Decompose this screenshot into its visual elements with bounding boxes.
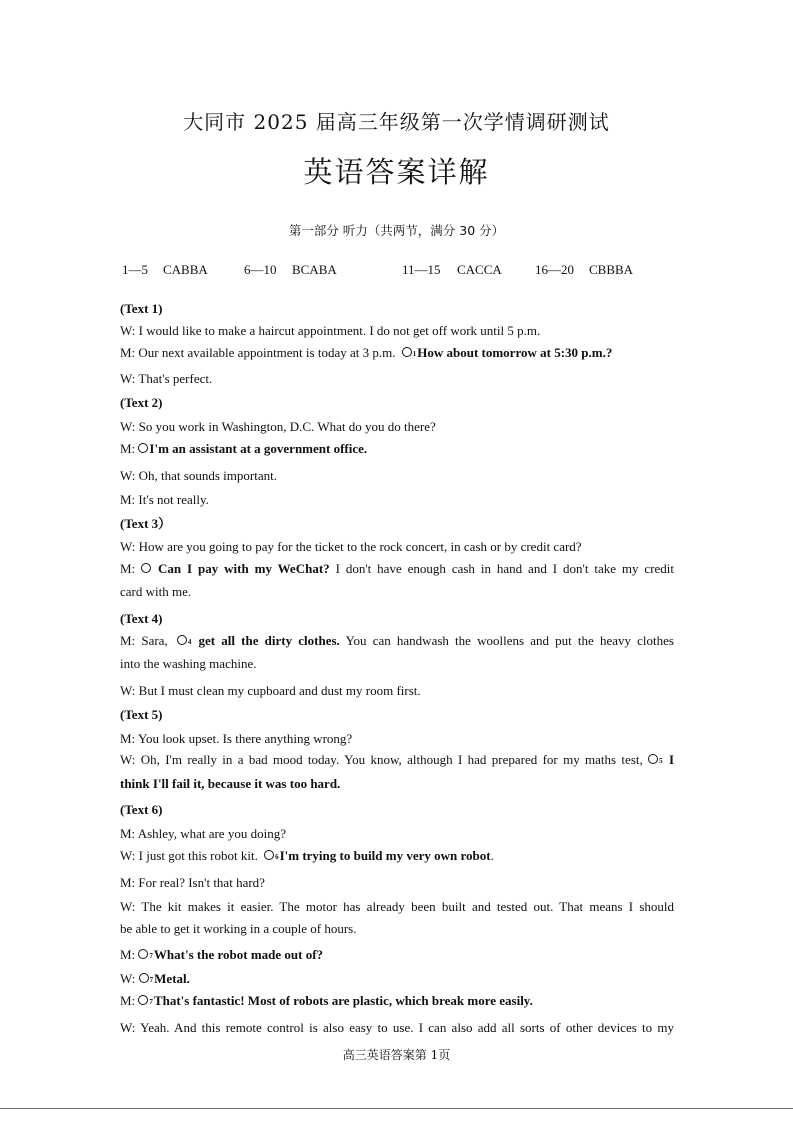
dialogue-line: W: How are you going to pay for the ticket to the rock concert, in cash or by credit card?	[120, 539, 582, 554]
circle-marker-icon	[138, 995, 148, 1005]
circle-marker-icon	[402, 347, 412, 357]
dialogue-line	[120, 630, 674, 653]
dialogue-line	[120, 944, 674, 967]
dialogue-line: into the washing machine.	[120, 656, 257, 671]
line-text: W: I just got this robot kit.	[120, 848, 262, 863]
marker-number: 7	[149, 952, 153, 960]
dialogue-line	[120, 749, 674, 772]
answer-range: 1—5	[122, 262, 148, 277]
text-heading: (Text 6)	[120, 802, 163, 817]
answer-letters: CABBA	[163, 262, 208, 277]
dialogue-line: W: But I must clean my cupboard and dust my room first.	[120, 683, 421, 698]
answer-highlight: get all the dirty clothes.	[198, 633, 340, 648]
text-heading: (Text 1)	[120, 301, 163, 316]
dialogue-line	[120, 342, 674, 365]
circle-marker-icon	[138, 443, 148, 453]
answer-key-row	[0, 262, 793, 278]
line-text: You can handwash the woollens and put the heavy clothes	[339, 633, 674, 648]
document-subtitle: 英语答案详解	[303, 155, 490, 189]
marker-number: 1	[412, 350, 417, 358]
answer-range: 11—15	[402, 262, 441, 277]
line-text: M:	[120, 993, 139, 1008]
dialogue-line	[120, 968, 674, 991]
answer-range: 16—20	[535, 262, 574, 277]
dialogue-line	[120, 558, 674, 580]
line-text: M:	[120, 947, 139, 962]
line-text: M:	[120, 441, 139, 456]
page-footer: 高三英语答案第 1页	[342, 1048, 451, 1062]
answer-highlight: I'm trying to build my very own robot	[279, 848, 491, 863]
marker-number: 4	[187, 638, 192, 646]
answer-letters: CACCA	[457, 262, 502, 277]
dialogue-line: card with me.	[120, 584, 192, 599]
marker-number: 7	[149, 976, 154, 984]
dialogue-line: W: That's perfect.	[120, 371, 213, 386]
marker-number: 5	[659, 757, 663, 765]
dialogue-line: M: You look upset. Is there anything wrong?	[120, 731, 353, 746]
answer-highlight: What's the robot made out of?	[153, 947, 324, 962]
circle-marker-icon	[177, 635, 187, 645]
dialogue-line	[120, 438, 674, 460]
circle-marker-icon	[141, 563, 151, 573]
dialogue-line: be able to get it working in a couple of hours.	[120, 921, 357, 936]
dialogue-line: M: For real? Isn't that hard?	[120, 875, 265, 890]
dialogue-line: W: Oh, that sounds important.	[120, 468, 277, 483]
line-text: W: Oh, I'm really in a bad mood today. You know, although I had prepared for my maths test,	[120, 752, 649, 767]
line-text: I don't have enough cash in hand and I don't take my credit	[329, 561, 675, 576]
dialogue-line	[120, 845, 674, 868]
dialogue-line: W: I would like to make a haircut appointment. I do not get off work until 5 p.m.	[120, 323, 541, 338]
circle-marker-icon	[138, 949, 148, 959]
dialogue-line	[120, 990, 674, 1013]
answer-highlight: How about tomorrow at 5:30 p.m.?	[417, 345, 613, 360]
bottom-divider	[0, 1108, 793, 1109]
circle-marker-icon	[264, 850, 274, 860]
section-heading: 第一部分 听力（共两节，满分 30 分）	[288, 223, 505, 238]
dialogue-line: W: The kit makes it easier. The motor has already been built and tested out. That means I should	[120, 899, 674, 914]
dialogue-line: M: Ashley, what are you doing?	[120, 826, 286, 841]
answer-letters: CBBBA	[589, 262, 634, 277]
answer-highlight: Metal.	[154, 971, 190, 986]
answer-letters: BCABA	[292, 262, 337, 277]
answer-highlight: That's fantastic! Most of robots are plastic, which break more easily.	[153, 993, 533, 1008]
line-text: M: Our next available appointment is today at 3 p.m.	[120, 345, 399, 360]
circle-marker-icon	[139, 973, 149, 983]
marker-number: 7	[149, 998, 153, 1006]
answer-range: 6—10	[244, 262, 277, 277]
text-heading: (Text 3）	[120, 516, 172, 531]
line-text: .	[490, 848, 494, 863]
line-text: M:	[120, 561, 142, 576]
circle-marker-icon	[648, 754, 658, 764]
dialogue-line: W: Yeah. And this remote control is also easy to use. I can also add all sorts of other devices to my	[120, 1020, 674, 1035]
exam-title: 大同市 2025 届高三年级第一次学情调研测试	[183, 110, 610, 134]
line-text: M: Sara,	[120, 633, 174, 648]
answer-highlight: I'm an assistant at a government office.	[149, 441, 368, 456]
answer-highlight: Can I pay with my WeChat?	[158, 561, 330, 576]
text-heading: (Text 5)	[120, 707, 163, 722]
text-heading: (Text 4)	[120, 611, 163, 626]
answer-highlight: think I'll fail it, because it was too hard.	[120, 776, 341, 791]
text-heading: (Text 2)	[120, 395, 163, 410]
dialogue-line: W: So you work in Washington, D.C. What do you do there?	[120, 419, 436, 434]
dialogue-line: M: It's not really.	[120, 492, 209, 507]
line-text: W:	[120, 971, 139, 986]
marker-number: 6	[275, 853, 279, 861]
answer-highlight: I	[668, 752, 674, 767]
